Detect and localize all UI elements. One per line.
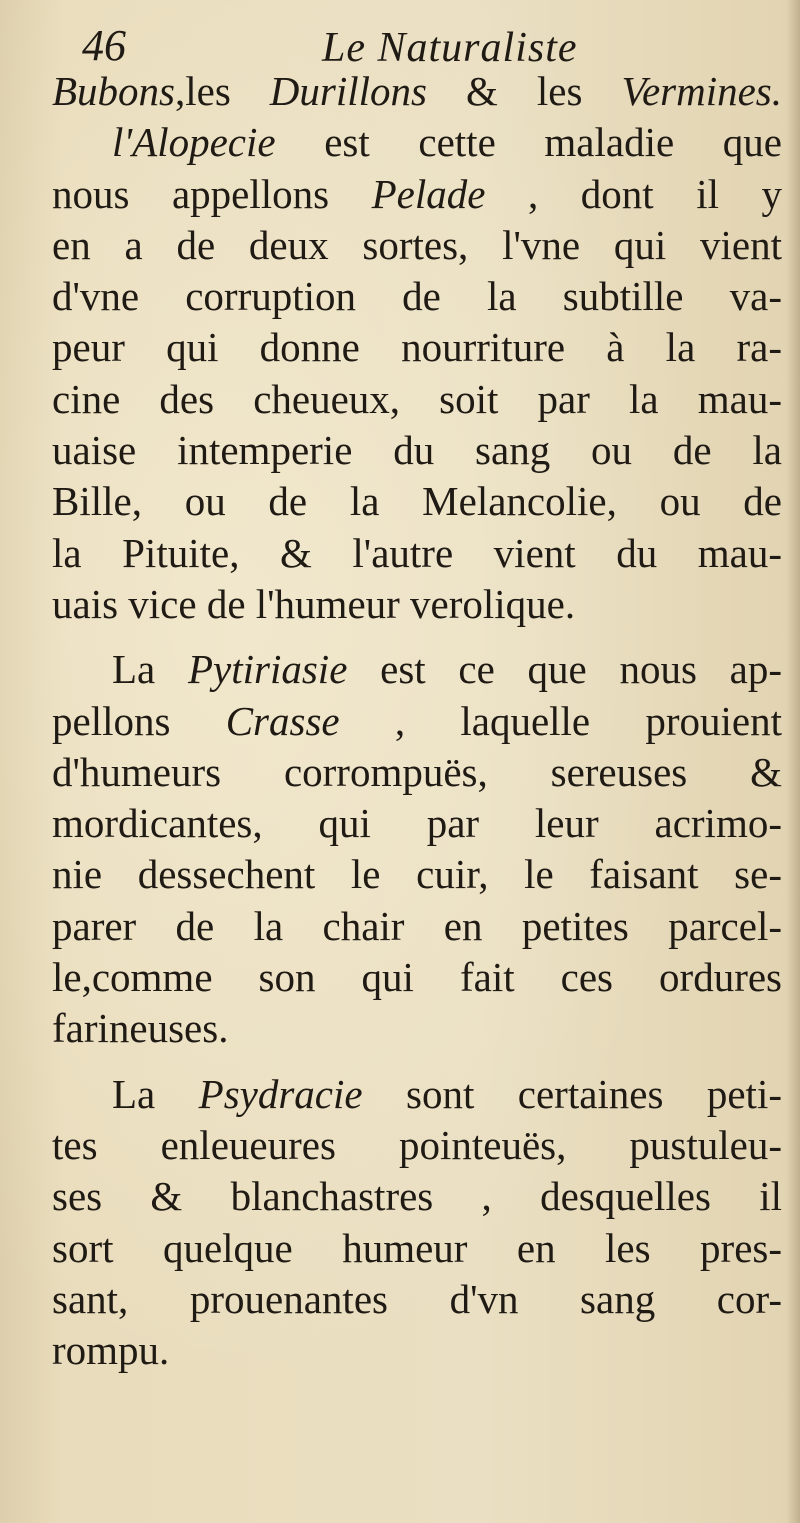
- page-edge-shadow: [786, 0, 800, 1523]
- text-line: uaise intemperie du sang ou de la: [52, 427, 782, 474]
- text-line: La Pytiriasie est ce que nous ap-: [112, 646, 782, 693]
- text-line: nie dessechent le cuir, le faisant se-: [52, 851, 782, 898]
- text-line: sant, prouenantes d'vn sang cor-: [52, 1275, 782, 1322]
- text-line: l'Alopecie est cette maladie que: [112, 119, 782, 166]
- text-line: parer de la chair en petites parcel-: [52, 902, 782, 949]
- text-line: pellons Crasse , laquelle prouient: [52, 697, 782, 744]
- text-line: en a de deux sortes, l'vne qui vient: [52, 221, 782, 268]
- text-line: Bille, ou de la Melancolie, ou de: [52, 478, 782, 525]
- text-line: cine des cheueux, soit par la mau-: [52, 375, 782, 422]
- text-line: sort quelque humeur en les pres-: [52, 1224, 782, 1271]
- text-line: ses & blanchastres , desquelles il: [52, 1173, 782, 1220]
- body-text: [52, 66, 782, 1376]
- text-line: mordicantes, qui par leur acrimo-: [52, 800, 782, 847]
- text-line: uais vice de l'humeur verolique.: [52, 580, 576, 627]
- text-line: Bubons,les Durillons & les Vermines.: [52, 68, 782, 114]
- text-line: tes enleueures pointeuës, pustuleu-: [52, 1121, 782, 1168]
- text-line: la Pituite, & l'autre vient du mau-: [52, 529, 782, 576]
- text-line: d'vne corruption de la subtille va-: [52, 273, 782, 320]
- page-number: 46: [82, 21, 126, 70]
- text-line: le,comme son qui fait ces ordures: [52, 954, 782, 1001]
- text-line: d'humeurs corrompuës, sereuses &: [52, 748, 782, 795]
- text-line: rompu.: [52, 1327, 170, 1374]
- text-line: La Psydracie sont certaines peti-: [112, 1070, 782, 1117]
- text-line: nous appellons Pelade , dont il y: [52, 170, 782, 217]
- running-title: Le Naturaliste: [322, 25, 578, 71]
- text-line: farineuses.: [52, 1005, 229, 1052]
- text-line: peur qui donne nourriture à la ra-: [52, 324, 782, 371]
